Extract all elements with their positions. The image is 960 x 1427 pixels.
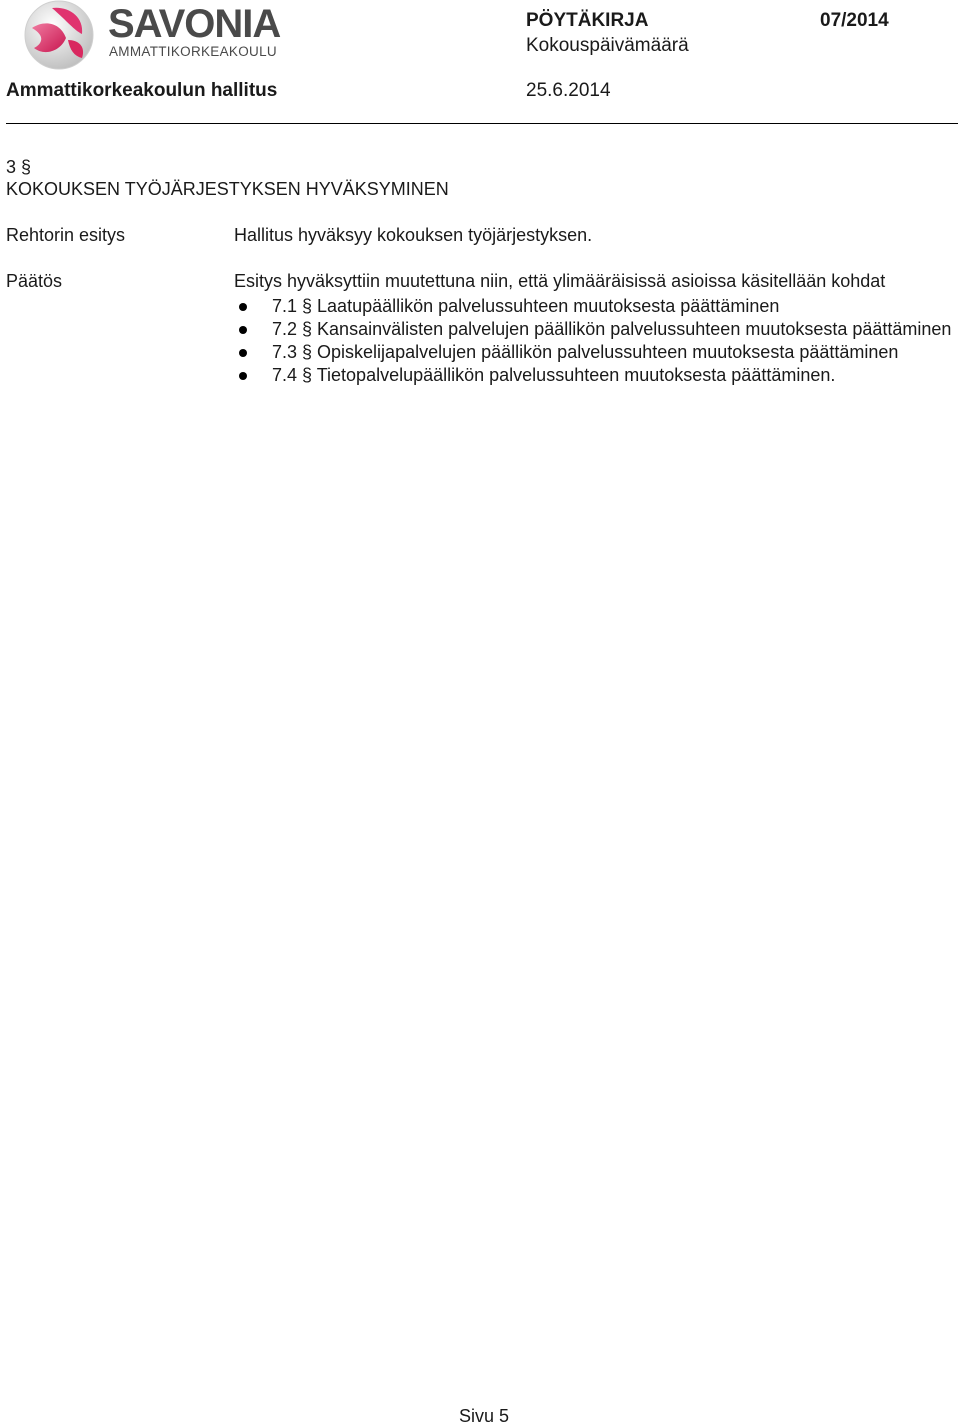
list-item-text: 7.4 § Tietopalvelupäällikön palvelussuhteen muutoksesta päättäminen. bbox=[272, 365, 836, 385]
document-type: PÖYTÄKIRJA bbox=[526, 10, 649, 31]
proposal-label: Rehtorin esitys bbox=[6, 225, 126, 245]
bullet-dot-icon bbox=[239, 372, 247, 380]
meeting-date-label: Kokouspäivämäärä bbox=[526, 35, 689, 56]
section-number: 3 § bbox=[6, 157, 32, 177]
list-item bbox=[234, 295, 954, 318]
page-number: Sivu 5 bbox=[459, 1406, 510, 1426]
bullet-dot-icon bbox=[239, 303, 247, 311]
list-item bbox=[234, 341, 954, 364]
bullet-dot-icon bbox=[239, 349, 247, 357]
list-item-text: 7.2 § Kansainvälisten palvelujen päällikön palvelussuhteen muutoksesta päättäminen bbox=[272, 319, 952, 339]
bullet-dot-icon bbox=[239, 326, 247, 334]
logo-subtitle: AMMATTIKORKEAKOULU bbox=[109, 44, 277, 59]
savonia-logo-icon bbox=[22, 0, 96, 70]
header-divider bbox=[6, 123, 958, 124]
decision-label: Päätös bbox=[6, 271, 63, 291]
list-item bbox=[234, 364, 954, 387]
section-title: KOKOUKSEN TYÖJÄRJESTYKSEN HYVÄKSYMINEN bbox=[6, 179, 449, 199]
logo-wordmark: SAVONIA bbox=[108, 2, 281, 46]
meeting-date: 25.6.2014 bbox=[526, 80, 611, 101]
list-item-text: 7.1 § Laatupäällikön palvelussuhteen muutoksesta päättäminen bbox=[272, 296, 780, 316]
list-item bbox=[234, 318, 954, 341]
proposal-text: Hallitus hyväksyy kokouksen työjärjestyksen. bbox=[234, 225, 593, 245]
decision-item-list bbox=[234, 295, 954, 387]
savonia-logo bbox=[22, 0, 302, 70]
decision-text: Esitys hyväksyttiin muutettuna niin, että ylimääräisissä asioissa käsitellään kohdat bbox=[234, 271, 886, 291]
organization-name: Ammattikorkeakoulun hallitus bbox=[6, 80, 278, 101]
list-item-text: 7.3 § Opiskelijapalvelujen päällikön palvelussuhteen muutoksesta päättäminen bbox=[272, 342, 899, 362]
document-number: 07/2014 bbox=[820, 10, 889, 31]
